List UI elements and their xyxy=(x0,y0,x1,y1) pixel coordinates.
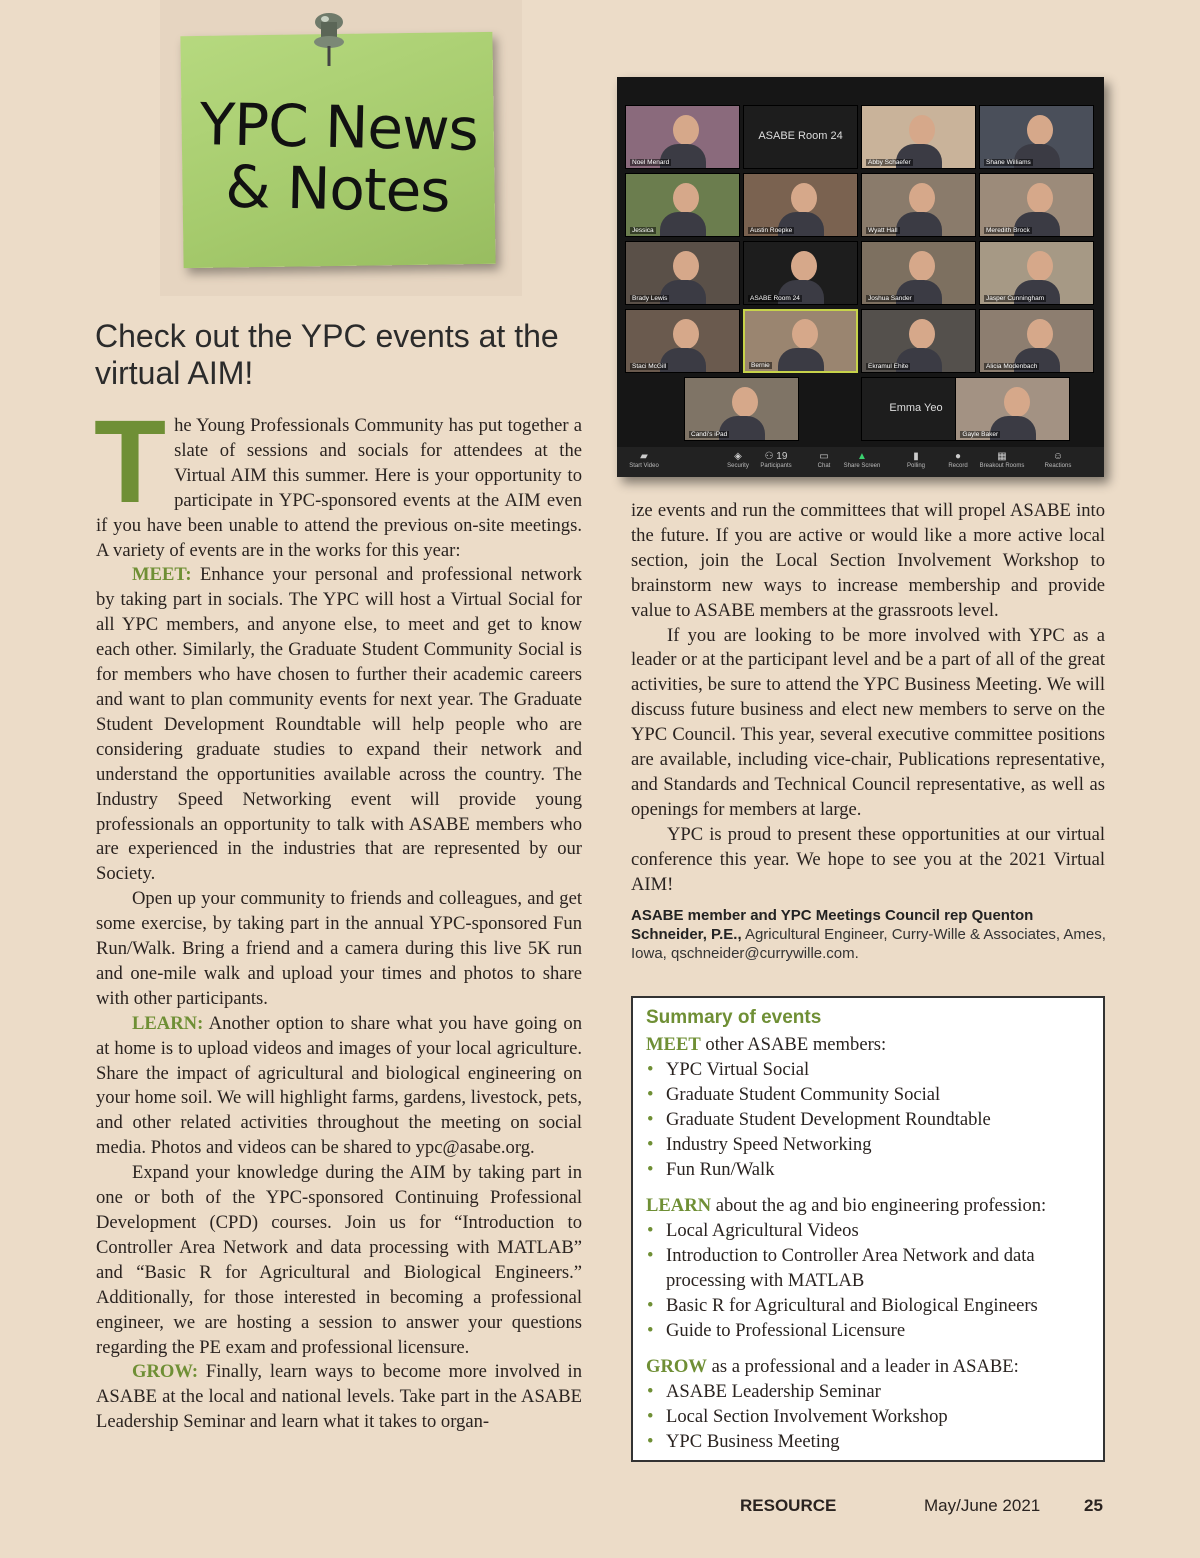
summary-meet-list xyxy=(646,1057,1089,1182)
participant-name: Noel Menard xyxy=(632,159,670,166)
list-item: • Local Agricultural Videos xyxy=(646,1218,1089,1243)
participant-avatar xyxy=(791,251,817,281)
page-number: 25 xyxy=(1084,1496,1103,1515)
summary-of-events-box xyxy=(631,996,1105,1462)
participant-avatar xyxy=(909,319,935,349)
participant-tile xyxy=(625,309,740,373)
learn-paragraph xyxy=(96,1012,582,1161)
grow-text-part1: Finally, learn ways to become more involved in ASABE at the local and national levels. Take part in the ASABE Leadership Seminar and learn what it takes to organ- xyxy=(96,1361,582,1433)
learn-lead: LEARN: xyxy=(132,1012,204,1034)
toolbar-label: Reactions xyxy=(1044,463,1072,469)
ypc-news-notes-logo xyxy=(160,0,522,296)
participant-avatar xyxy=(1004,387,1030,417)
participant-tile xyxy=(861,105,976,169)
summary-learn-heading xyxy=(646,1193,1089,1218)
toolbar-icon: ◈ xyxy=(734,451,742,462)
toolbar-label: Breakout Rooms xyxy=(979,463,1025,469)
participant-body xyxy=(660,212,706,237)
participant-body xyxy=(778,348,824,373)
list-item: • ASABE Leadership Seminar xyxy=(646,1379,1089,1404)
meet-lead: MEET: xyxy=(132,564,192,586)
participant-avatar xyxy=(791,183,817,213)
summary-learn-list xyxy=(646,1218,1089,1343)
summary-grow-list xyxy=(646,1379,1089,1454)
summary-grow-text: as a professional and a leader in ASABE: xyxy=(706,1356,1019,1377)
toolbar-reactions xyxy=(1035,451,1081,469)
participant-avatar xyxy=(909,251,935,281)
toolbar-polling xyxy=(893,451,939,469)
article-right-column xyxy=(631,499,1105,898)
meet-text: Enhance your personal and professional network by taking part in socials. The YPC will host a Virtual Social for all YPC members, and anyone else, to meet and get to know each other. Similarly, the Graduate Student Community Social is for members who have chosen to further their academic careers and want to plan community events for next year. The Graduate Student Development Roundtable will help people who are considering graduate studies to expand their network and understand the opportunities available across the country. The Industry Speed Networking event will provide young professionals an opportunity to talk with ASABE members who are experienced in the industries that are represented by our Society. xyxy=(96,564,582,885)
summary-grow-lead: GROW xyxy=(646,1356,707,1377)
participant-avatar xyxy=(673,115,699,145)
push-pin-icon xyxy=(308,10,350,70)
summary-meet-heading xyxy=(646,1032,1089,1057)
zoom-meeting-screenshot xyxy=(617,77,1104,477)
participant-avatar xyxy=(792,319,818,349)
list-item: • YPC Virtual Social xyxy=(646,1057,1089,1082)
participant-name: Shane Williams xyxy=(986,159,1031,166)
cpd-paragraph: Expand your knowledge during the AIM by taking part in one or both of the YPC-sponsored Continuing Professional Development (CPD) courses. Join us for “Introduction to Controller Area Network and data processing with MATLAB” and “Basic R for Agricultural and Biological Engineers.” Additionally, for those interested in becoming a professional engineer, we are hosting a session to answer your questions regarding the PE exam and professional licensure. xyxy=(96,1162,582,1358)
participant-tile xyxy=(684,377,799,441)
participant-name: Wyatt Hall xyxy=(868,227,898,234)
participant-name: Jessica xyxy=(632,227,654,234)
summary-meet-lead: MEET xyxy=(646,1034,701,1055)
summary-meet-text: other ASABE members: xyxy=(700,1034,887,1055)
grow-lead: GROW: xyxy=(132,1361,199,1383)
fun-run-paragraph: Open up your community to friends and colleagues, and get some exercise, by taking part in the annual YPC-sponsored Fun Run/Walk. Bring a friend and a camera during this live 5K run and one-mile walk and upload your times and photos to share with other participants. xyxy=(96,888,582,1009)
participant-name: Candi's iPad xyxy=(691,431,728,438)
grow-paragraph-continued: ize events and run the committees that will propel ASABE into the future. If you are active or would like a more active local section, join the Local Section Involvement Workshop to brainstorm new ways to increase membership and provide value to ASABE members at the grassroots level. xyxy=(631,500,1105,621)
closing-paragraph: YPC is proud to present these opportunities at our virtual conference this year. We hope to see you at the 2021 Virtual AIM! xyxy=(631,823,1105,895)
participant-name: Joshua Sander xyxy=(868,295,912,302)
toolbar-record xyxy=(935,451,981,469)
participant-name: ASABE Room 24 xyxy=(750,295,800,302)
participant-name: Gayle Baker xyxy=(962,431,999,438)
participant-tile xyxy=(861,173,976,237)
toolbar-icon: ▮ xyxy=(913,451,919,462)
participant-grid xyxy=(623,105,1098,447)
learn-text: Another option to share what you have going on at home is to upload videos and images of your local agriculture. Share the impact of agricultural and biological engineering on your home soil. We will highlight farms, gardens, livestock, pets, and other related activities throughout the meeting on social media. Photos and videos can be shared to ypc@asabe.org. xyxy=(96,1012,582,1159)
list-item: • Graduate Student Development Roundtable xyxy=(646,1107,1089,1132)
participant-tile xyxy=(861,309,976,373)
intro-paragraph xyxy=(94,396,582,563)
note-title xyxy=(181,90,496,226)
participant-tile xyxy=(979,309,1094,373)
list-item: • YPC Business Meeting xyxy=(646,1429,1089,1454)
intro-text: he Young Professionals Community has put together a slate of sessions and socials for attendees at the Virtual AIM this summer. Here is your opportunity to participate in YPC-sponsored events at the AIM even if you have been unable to attend the previous on-site meetings. A variety of events are in the works for this year: xyxy=(96,415,582,561)
list-item: • Local Section Involvement Workshop xyxy=(646,1404,1089,1429)
list-item: • Basic R for Agricultural and Biological Engineers xyxy=(646,1293,1089,1318)
toolbar-label: Share Screen xyxy=(843,463,881,469)
participant-avatar xyxy=(909,115,935,145)
participant-avatar xyxy=(732,387,758,417)
participant-avatar xyxy=(673,183,699,213)
participant-name: Ekramul Ehite xyxy=(868,363,909,370)
toolbar-start-video xyxy=(621,451,667,469)
grow-paragraph xyxy=(96,1360,582,1435)
toolbar-icon: ▲ xyxy=(857,451,867,462)
participant-avatar xyxy=(1027,251,1053,281)
article-headline: Check out the YPC events at the virtual AIM! xyxy=(95,318,559,391)
toolbar-icon: ▰ xyxy=(640,451,648,462)
summary-learn-lead: LEARN xyxy=(646,1195,712,1216)
participant-body xyxy=(896,212,942,237)
summary-title: Summary of events xyxy=(646,1007,822,1028)
toolbar-label: Security xyxy=(727,463,749,469)
participant-tile xyxy=(743,173,858,237)
participant-tile xyxy=(625,241,740,305)
drop-cap: T xyxy=(94,396,167,528)
toolbar-label: Record xyxy=(948,463,968,469)
participant-tile xyxy=(979,105,1094,169)
participant-avatar xyxy=(673,251,699,281)
list-item: • Guide to Professional Licensure xyxy=(646,1318,1089,1343)
participant-name: Meredith Brock xyxy=(986,227,1030,234)
toolbar-icon: ⚇ 19 xyxy=(764,451,788,462)
toolbar-breakout-rooms xyxy=(979,451,1025,469)
toolbar-label: Start Video xyxy=(629,463,659,469)
participant-tile xyxy=(955,377,1070,441)
participant-name: Staci McGill xyxy=(632,363,667,370)
participant-avatar xyxy=(909,183,935,213)
toolbar-participants xyxy=(753,451,799,469)
note-title-line1: YPC News xyxy=(199,90,479,164)
toolbar-share-screen xyxy=(839,451,885,469)
toolbar-icon: ▦ xyxy=(997,451,1007,462)
participant-name: Brady Lewis xyxy=(632,295,668,302)
participant-avatar xyxy=(1027,183,1053,213)
meet-paragraph xyxy=(96,563,582,887)
toolbar-label: Chat xyxy=(817,463,831,469)
summary-grow-heading xyxy=(646,1354,1089,1379)
list-item: • Fun Run/Walk xyxy=(646,1157,1089,1182)
participant-tile xyxy=(979,173,1094,237)
participant-tile xyxy=(743,105,858,169)
toolbar-label: Participants xyxy=(760,463,792,469)
magazine-name: RESOURCE xyxy=(740,1496,837,1515)
article-left-column xyxy=(94,396,582,1435)
author-name: ASABE member and YPC Meetings Council rep Quenton Schneider, P.E., xyxy=(631,907,1034,943)
toolbar-icon: ▭ xyxy=(819,451,829,462)
list-item: • Introduction to Controller Area Network and data processing with MATLAB xyxy=(646,1243,1089,1293)
participant-name: Alicia Modenbach xyxy=(986,363,1038,370)
business-meeting-paragraph: If you are looking to be more involved with YPC as a leader or at the participant level and be a part of all of the great activities, be sure to attend the YPC Business Meeting. We will discuss future business and elect new members to serve on the YPC Council. This year, several executive committee positions are available, including vice-chair, Publications representative, and Standards and Technical Council representative, as well as openings for members at large. xyxy=(631,624,1105,820)
toolbar-icon: ☺ xyxy=(1052,451,1064,462)
participant-room-label: ASABE Room 24 xyxy=(758,130,843,142)
participant-name: Austin Roepke xyxy=(750,227,793,234)
author-details: Agricultural Engineer, Curry-Wille & Associates, Ames, Iowa, qschneider@currywille.com. xyxy=(631,926,1106,962)
toolbar-label: Polling xyxy=(906,463,925,469)
participant-tile xyxy=(979,241,1094,305)
summary-learn-text: about the ag and bio engineering profession: xyxy=(711,1195,1047,1216)
participant-tile xyxy=(743,241,858,305)
participant-tile xyxy=(743,309,858,373)
participant-tile xyxy=(625,105,740,169)
participant-avatar xyxy=(1027,319,1053,349)
participant-avatar xyxy=(673,319,699,349)
issue-date: May/June 2021 xyxy=(924,1496,1041,1515)
toolbar-icon: ● xyxy=(954,451,962,462)
list-item: • Graduate Student Community Social xyxy=(646,1082,1089,1107)
participant-room-label: Emma Yeo xyxy=(889,402,943,414)
zoom-toolbar xyxy=(617,447,1104,477)
participant-name: Abby Schaefer xyxy=(868,159,911,166)
participant-name: Jasper Cunningham xyxy=(986,295,1045,302)
note-title-line2: & Notes xyxy=(224,152,451,226)
participant-tile xyxy=(625,173,740,237)
participant-tile xyxy=(861,241,976,305)
author-byline xyxy=(631,906,1111,963)
participant-name: Bernie xyxy=(751,362,770,369)
list-item: • Industry Speed Networking xyxy=(646,1132,1089,1157)
participant-avatar xyxy=(1027,115,1053,145)
